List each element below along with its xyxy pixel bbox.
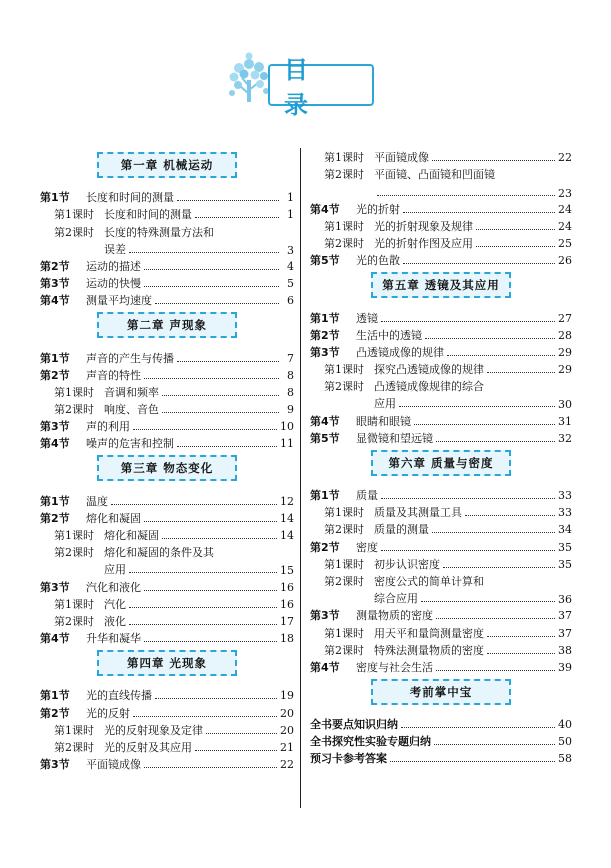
page-number: 8 [287,385,294,399]
page-number: 39 [558,660,572,674]
entry-title: 声音的产生与传播 [86,351,174,365]
leader-dots [377,195,555,196]
entry-title: 熔化和凝固的条件及其 [104,546,214,560]
leader-dots [487,372,555,373]
entry-title: 平面镜成像 [374,151,429,165]
entry-number: 第3节 [40,580,70,594]
page-number: 24 [558,219,572,233]
entry-number: 第1课时 [324,363,364,377]
toc-lesson-entry[interactable] [40,738,294,755]
chapter-heading: 第二章 声现象 [97,312,237,338]
toc-lesson-entry[interactable] [310,520,572,537]
leader-dots [381,321,555,322]
page-number: 38 [558,643,572,657]
entry-title: 汽化和液化 [86,580,141,594]
leader-dots [129,607,277,608]
toc-appendix-entry[interactable] [310,732,572,749]
leader-dots [436,618,555,619]
entry-title: 噪声的危害和控制 [86,437,174,451]
column-divider [300,148,301,808]
toc-entry-continuation[interactable] [40,240,294,257]
entry-title: 预习卡参考答案 [310,752,387,766]
entry-number: 第1节 [40,351,70,365]
toc-right-column [310,148,572,766]
chapter-heading: 第四章 光现象 [97,650,237,676]
entry-number: 第2课时 [324,574,364,588]
page-number: 16 [280,580,294,594]
page-number: 11 [280,437,294,451]
leader-dots [177,446,277,447]
entry-title: 运动的描述 [86,259,141,273]
entry-number: 第3节 [40,420,70,434]
entry-number: 第2课时 [54,614,94,628]
toc-lesson-entry[interactable] [310,572,572,589]
leader-dots [381,498,555,499]
entry-title: 质量及其测量工具 [374,506,462,520]
entry-title: 质量 [356,489,378,502]
toc-lesson-entry[interactable] [40,543,294,560]
toc-lesson-entry[interactable] [40,400,294,417]
toc-section-entry[interactable] [310,308,572,325]
entry-number: 第2节 [310,328,340,342]
entry-number: 第2课时 [324,380,364,394]
toc-left-column [40,148,294,772]
entry-title: 音调和频率 [104,385,159,399]
page-number: 33 [558,506,572,520]
toc-lesson-entry[interactable] [310,360,572,377]
entry-number: 第2课时 [54,740,94,754]
entry-number: 第1课时 [324,506,364,520]
toc-section-entry[interactable] [40,577,294,594]
entry-title: 光的反射现象及定律 [104,723,203,737]
leader-dots [421,601,555,602]
entry-title: 长度和时间的测量 [86,191,174,205]
entry-title: 响度、音色 [104,403,159,417]
toc-section-entry[interactable] [40,491,294,508]
toc-lesson-entry[interactable] [40,222,294,239]
page-number: 29 [558,345,572,359]
toc-section-entry[interactable] [40,686,294,703]
toc-section-entry[interactable] [40,703,294,720]
entry-number: 第2节 [40,706,70,720]
entry-number: 第2课时 [54,546,94,560]
toc-lesson-entry[interactable] [40,612,294,629]
toc-lesson-entry[interactable] [310,165,572,182]
entry-number: 第1节 [40,494,70,508]
page-number: 35 [558,540,572,554]
entry-title: 测量平均速度 [86,294,152,308]
entry-title: 生活中的透镜 [356,328,422,342]
leader-dots [381,550,555,551]
leader-dots [434,744,555,745]
entry-title: 应用 [374,397,396,411]
entry-title: 运动的快慢 [86,277,141,291]
page-title: 目 录 [284,56,322,119]
entry-number: 第1节 [310,489,340,502]
entry-title: 应用 [104,563,126,577]
entry-title: 平面镜成像 [86,758,141,772]
toc-section-entry[interactable] [310,486,572,503]
entry-title: 密度公式的简单计算和 [374,574,484,588]
chapter-heading: 考前掌中宝 [371,679,511,705]
entry-number: 第5节 [310,254,340,268]
entry-number: 第2课时 [54,403,94,417]
toc-section-entry[interactable] [310,200,572,217]
toc-section-entry[interactable] [40,509,294,526]
toc-lesson-entry[interactable] [310,623,572,640]
toc-lesson-entry[interactable] [310,234,572,251]
toc-section-entry[interactable] [40,291,294,308]
entry-title: 测量物质的密度 [356,609,433,623]
page-number: 40 [558,718,572,732]
toc-lesson-entry[interactable] [310,217,572,234]
page-number: 26 [558,254,572,268]
leader-dots [144,641,277,642]
leader-dots [436,670,555,671]
page-number: 34 [558,523,572,537]
page-number: 20 [280,723,294,737]
page-number: 4 [287,259,294,273]
leader-dots [162,412,279,413]
toc-section-entry[interactable] [40,188,294,205]
toc-section-entry[interactable] [310,429,572,446]
entry-number: 第3节 [40,277,70,291]
entry-number: 第1节 [40,689,70,703]
page-number: 9 [287,403,294,417]
toc-section-entry[interactable] [40,274,294,291]
toc-lesson-entry[interactable] [40,595,294,612]
entry-number: 第3节 [310,345,340,359]
entry-title: 密度与社会生活 [356,660,433,674]
entry-title: 密度 [356,540,378,554]
entry-number: 第3节 [40,758,70,772]
entry-title: 光的反射 [86,706,130,720]
leader-dots [129,624,277,625]
leader-dots [144,378,279,379]
entry-number: 第2节 [40,259,70,273]
toc-section-entry[interactable] [40,629,294,646]
page-number: 7 [287,351,294,365]
leader-dots [162,395,279,396]
toc-section-entry[interactable] [40,434,294,451]
toc-lesson-entry[interactable] [310,377,572,394]
chapter-heading: 第六章 质量与密度 [371,450,511,476]
toc-lesson-entry[interactable] [40,205,294,222]
entry-number: 第3节 [310,609,340,623]
toc-lesson-entry[interactable] [40,526,294,543]
entry-title: 温度 [86,494,108,508]
toc-appendix-entry[interactable] [310,749,572,766]
leader-dots [436,441,555,442]
entry-title: 熔化和凝固 [104,529,159,542]
leader-dots [144,286,279,287]
page-number: 30 [558,398,572,412]
entry-number: 第1课时 [324,557,364,571]
leader-dots [155,303,279,304]
toc-section-entry[interactable] [310,658,572,675]
entry-title: 光的直线传播 [86,689,152,703]
leader-dots [177,361,279,362]
leader-dots [432,532,555,533]
page-number: 27 [558,311,572,325]
page-number: 6 [287,294,294,308]
page-number: 20 [280,706,294,720]
entry-number: 第1节 [310,311,340,325]
page-number: 12 [280,494,294,508]
entry-number: 第4节 [40,294,70,308]
chapter-heading: 第五章 透镜及其应用 [371,272,511,298]
entry-number: 第2课时 [324,168,364,182]
entry-title: 声的利用 [86,420,130,434]
leader-dots [129,572,277,573]
entry-title: 眼睛和眼镜 [356,414,411,428]
entry-title: 初步认识密度 [374,557,440,571]
entry-title: 长度的特殊测量方法和 [104,225,214,239]
entry-title: 光的折射现象及规律 [374,219,473,233]
entry-title: 凸透镜成像的规律 [356,345,444,359]
toc-lesson-entry[interactable] [310,641,572,658]
leader-dots [144,767,277,768]
entry-number: 第1课时 [54,723,94,737]
leader-dots [403,212,555,213]
page-number: 23 [558,186,572,200]
leader-dots [162,538,277,539]
leader-dots [177,200,279,201]
title-box [268,56,374,119]
leader-dots [144,521,277,522]
entry-number: 第1课时 [54,597,94,611]
entry-number: 第1课时 [324,626,364,640]
toc-entry-continuation[interactable] [40,560,294,577]
leader-dots [133,429,277,430]
entry-title: 升华和凝华 [86,632,141,646]
chapter-heading: 第三章 物态变化 [97,455,237,481]
entry-number: 第2节 [40,368,70,382]
page-number: 22 [280,758,294,772]
page-number: 36 [558,593,572,607]
entry-title: 全书探究性实验专题归纳 [310,735,431,749]
entry-title: 熔化和凝固 [86,511,141,525]
leader-dots [476,229,555,230]
toc-section-entry[interactable] [40,348,294,365]
page-number: 31 [558,414,572,428]
toc-section-entry[interactable] [40,755,294,772]
entry-title: 声音的特性 [86,368,141,382]
entry-title: 凸透镜成像规律的综合 [374,380,484,394]
page-number: 10 [280,420,294,434]
page-number: 25 [558,237,572,251]
toc-section-entry[interactable] [40,417,294,434]
toc-section-entry[interactable] [310,343,572,360]
page-number: 35 [558,557,572,571]
leader-dots [133,716,277,717]
leader-dots [195,217,279,218]
leader-dots [443,567,555,568]
entry-title: 误差 [104,242,126,256]
entry-number: 第2节 [310,540,340,554]
toc-entry-continuation[interactable] [310,182,572,199]
entry-number: 第5节 [310,431,340,445]
leader-dots [432,160,555,161]
toc-section-entry[interactable] [310,411,572,428]
toc-appendix-entry[interactable] [310,715,572,732]
entry-number: 第1课时 [324,219,364,233]
entry-title: 质量的测量 [374,523,429,537]
page-number: 14 [280,529,294,542]
leader-dots [476,246,555,247]
toc-section-entry[interactable] [40,366,294,383]
entry-title: 探究凸透镜成像的规律 [374,363,484,377]
toc-entry-continuation[interactable] [310,394,572,411]
chapter-heading: 第一章 机械运动 [97,152,237,178]
page-number: 33 [558,489,572,502]
leader-dots [144,590,277,591]
entry-title: 综合应用 [374,592,418,606]
entry-title: 透镜 [356,311,378,325]
page-number: 1 [287,208,294,222]
page-number: 5 [287,277,294,291]
leader-dots [401,727,555,728]
leader-dots [403,263,555,264]
page-number: 37 [558,626,572,640]
entry-title: 液化 [104,614,126,628]
leader-dots [465,515,555,516]
toc-lesson-entry[interactable] [310,503,572,520]
entry-number: 第4节 [40,632,70,646]
entry-number: 第1课时 [324,151,364,165]
leader-dots [487,653,555,654]
entry-number: 第1课时 [54,208,94,222]
page-number: 19 [280,689,294,703]
leader-dots [155,698,277,699]
page-number: 32 [558,431,572,445]
entry-number: 第1课时 [54,529,94,542]
entry-number: 第4节 [310,414,340,428]
page-number: 15 [280,564,294,578]
page-number: 58 [558,752,572,766]
page-number: 17 [280,614,294,628]
entry-title: 显微镜和望远镜 [356,431,433,445]
entry-title: 特殊法测量物质的密度 [374,643,484,657]
page-number: 14 [280,511,294,525]
entry-title: 光的色散 [356,254,400,268]
page-number: 29 [558,363,572,377]
leader-dots [399,406,555,407]
toc-entry-continuation[interactable] [310,589,572,606]
leader-dots [195,750,277,751]
leader-dots [129,252,279,253]
entry-number: 第2课时 [324,523,364,537]
toc-lesson-entry[interactable] [310,148,572,165]
entry-title: 用天平和量筒测量密度 [374,626,484,640]
page-number: 28 [558,328,572,342]
entry-number: 第4节 [310,202,340,216]
entry-title: 全书要点知识归纳 [310,718,398,732]
toc-lesson-entry[interactable] [40,383,294,400]
toc-lesson-entry[interactable] [40,721,294,738]
leader-dots [414,424,555,425]
leader-dots [144,269,279,270]
entry-title: 光的折射 [356,202,400,216]
page-number: 21 [280,740,294,754]
entry-number: 第2节 [40,511,70,525]
entry-number: 第2课时 [324,237,364,251]
leader-dots [206,733,277,734]
page-number: 8 [287,368,294,382]
entry-number: 第4节 [40,437,70,451]
entry-number: 第2课时 [54,225,94,239]
entry-number: 第2课时 [324,643,364,657]
toc-section-entry[interactable] [310,537,572,554]
leader-dots [447,355,555,356]
toc-title-block [222,50,372,119]
leader-dots [425,338,555,339]
toc-section-entry[interactable] [310,606,572,623]
entry-number: 第1节 [40,191,70,205]
leader-dots [390,761,555,762]
page-number: 16 [280,597,294,611]
page-number: 1 [287,191,294,205]
entry-title: 光的反射及其应用 [104,740,192,754]
leader-dots [487,636,555,637]
toc-section-entry[interactable] [310,251,572,268]
page-number: 24 [558,202,572,216]
page-number: 22 [558,151,572,165]
entry-title: 汽化 [104,597,126,611]
toc-lesson-entry[interactable] [310,555,572,572]
page-number: 18 [280,632,294,646]
toc-section-entry[interactable] [310,326,572,343]
page-number: 3 [287,243,294,257]
leader-dots [111,504,277,505]
page-number: 37 [558,609,572,623]
page-number: 50 [558,735,572,749]
entry-number: 第4节 [310,660,340,674]
toc-section-entry[interactable] [40,257,294,274]
entry-title: 平面镜、凸面镜和凹面镜 [374,168,495,182]
entry-title: 长度和时间的测量 [104,208,192,222]
entry-number: 第1课时 [54,385,94,399]
entry-title: 光的折射作图及应用 [374,237,473,251]
